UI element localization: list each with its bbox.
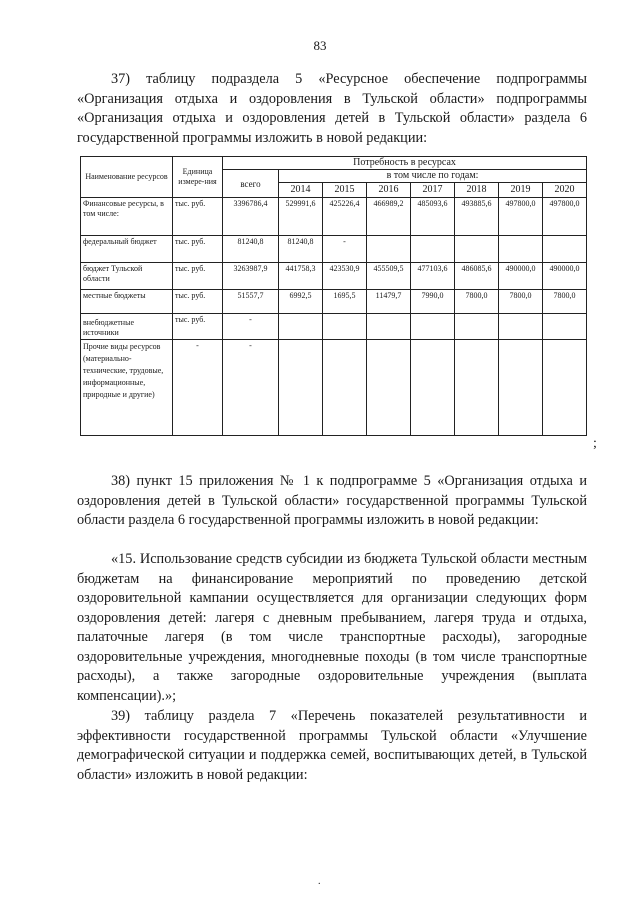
row-name: федеральный бюджет xyxy=(81,236,173,263)
header-year: 2020 xyxy=(543,183,587,198)
row-unit: тыс. руб. xyxy=(173,263,223,290)
row-value xyxy=(499,314,543,340)
row-value xyxy=(499,340,543,436)
row-value xyxy=(543,340,587,436)
row-value xyxy=(279,340,323,436)
row-value: 7800,0 xyxy=(455,290,499,314)
row-value xyxy=(323,314,367,340)
row-value: 490000,0 xyxy=(499,263,543,290)
row-total: 3396786,4 xyxy=(223,198,279,236)
header-unit: Единица измере-ния xyxy=(173,157,223,198)
row-value xyxy=(367,340,411,436)
row-unit: - xyxy=(173,340,223,436)
header-year: 2018 xyxy=(455,183,499,198)
row-value: 529991,6 xyxy=(279,198,323,236)
row-value: 441758,3 xyxy=(279,263,323,290)
table-row xyxy=(81,263,587,290)
row-value xyxy=(367,314,411,340)
header-by-year: в том числе по годам: xyxy=(279,170,587,183)
row-value xyxy=(367,236,411,263)
row-value: 477103,6 xyxy=(411,263,455,290)
resource-table xyxy=(80,156,587,436)
row-value: 11479,7 xyxy=(367,290,411,314)
paragraph-37-text: 37) таблицу подраздела 5 «Ресурсное обеспечение подпрограммы «Организация отдыха и оздоровления в Тульской области» подпрограммы «Организация отдыха и оздоровления детей в Тульской области» раздела 6 государственной программы изложить в новой редакции: xyxy=(77,71,587,146)
header-resource-name: Наименование ресурсов xyxy=(81,157,173,198)
row-value: 423530,9 xyxy=(323,263,367,290)
row-total: 51557,7 xyxy=(223,290,279,314)
row-name: местные бюджеты xyxy=(81,290,173,314)
row-value xyxy=(455,236,499,263)
row-name: Прочие виды ресурсов (материально-технические, трудовые, информационные, природные и другие) xyxy=(81,340,173,436)
row-value xyxy=(411,236,455,263)
row-value: 485093,6 xyxy=(411,198,455,236)
row-value xyxy=(455,340,499,436)
row-value xyxy=(323,340,367,436)
header-year: 2015 xyxy=(323,183,367,198)
table-row xyxy=(81,236,587,263)
header-need: Потребность в ресурсах xyxy=(223,157,587,170)
table-row xyxy=(81,290,587,314)
row-value: 7800,0 xyxy=(543,290,587,314)
table-row xyxy=(81,198,587,236)
row-value: 6992,5 xyxy=(279,290,323,314)
page-number: 83 xyxy=(313,38,327,53)
paragraph-38 xyxy=(77,472,587,531)
row-name: бюджет Тульской области xyxy=(81,263,173,290)
row-value: 7800,0 xyxy=(499,290,543,314)
row-unit: тыс. руб. xyxy=(173,314,223,340)
row-value xyxy=(455,314,499,340)
footer-mark: . xyxy=(318,876,321,887)
row-name: внебюджетные источники xyxy=(81,314,173,340)
paragraph-39-text: 39) таблицу раздела 7 «Перечень показателей результативности и эффективности государственной программы Тульской области «Улучшение демографической ситуации и поддержка семей, воспитывающих детей, в Тульской области» изложить в новой редакции: xyxy=(77,708,587,783)
row-value xyxy=(543,314,587,340)
row-unit: тыс. руб. xyxy=(173,198,223,236)
row-unit: тыс. руб. xyxy=(173,290,223,314)
row-value xyxy=(543,236,587,263)
row-total: 81240,8 xyxy=(223,236,279,263)
header-year: 2017 xyxy=(411,183,455,198)
row-value: 490000,0 xyxy=(543,263,587,290)
row-value xyxy=(411,340,455,436)
row-value: 7990,0 xyxy=(411,290,455,314)
row-value xyxy=(499,236,543,263)
header-year: 2016 xyxy=(367,183,411,198)
header-total: всего xyxy=(223,170,279,198)
row-total: - xyxy=(223,340,279,436)
row-value: 81240,8 xyxy=(279,236,323,263)
row-value: 497800,0 xyxy=(543,198,587,236)
row-value: 425226,4 xyxy=(323,198,367,236)
paragraph-37 xyxy=(77,70,587,148)
row-total: - xyxy=(223,314,279,340)
row-value: 497800,0 xyxy=(499,198,543,236)
paragraph-38-quote-text: «15. Использование средств субсидии из бюджета Тульской области местным бюджетам на финансирование мероприятий по проведению детской оздоровительной кампании осуществляется для организации следующих форм оздоровления детей: лагеря с дневным пребыванием, лагеря труда и отдыха, палаточные лагеря (в том числе транспортные расходы), загородные оздоровительные учреждения, многодневные походы (в том числе транспортные расходы), а также загородные оздоровительные учреждения (выплата компенсации).»; xyxy=(77,551,587,704)
paragraph-38-text: 38) пункт 15 приложения № 1 к подпрограмме 5 «Организация отдыха и оздоровления детей в Тульской области» государственной программы Тульской области раздела 6 государственной программы изложить в новой редакции: xyxy=(77,473,587,528)
row-value: 486085,6 xyxy=(455,263,499,290)
row-value: 466989,2 xyxy=(367,198,411,236)
row-value: 493885,6 xyxy=(455,198,499,236)
table-semicolon: ; xyxy=(593,436,597,451)
row-value: - xyxy=(323,236,367,263)
header-year: 2019 xyxy=(499,183,543,198)
paragraph-38-quote xyxy=(77,550,587,706)
table-row xyxy=(81,314,587,340)
table-row xyxy=(81,340,587,436)
row-unit: тыс. руб. xyxy=(173,236,223,263)
row-value: 1695,5 xyxy=(323,290,367,314)
paragraph-39 xyxy=(77,707,587,785)
row-name: Финансовые ресурсы, в том числе: xyxy=(81,198,173,236)
row-total: 3263987,9 xyxy=(223,263,279,290)
row-value xyxy=(411,314,455,340)
row-value xyxy=(279,314,323,340)
row-value: 455509,5 xyxy=(367,263,411,290)
header-year: 2014 xyxy=(279,183,323,198)
